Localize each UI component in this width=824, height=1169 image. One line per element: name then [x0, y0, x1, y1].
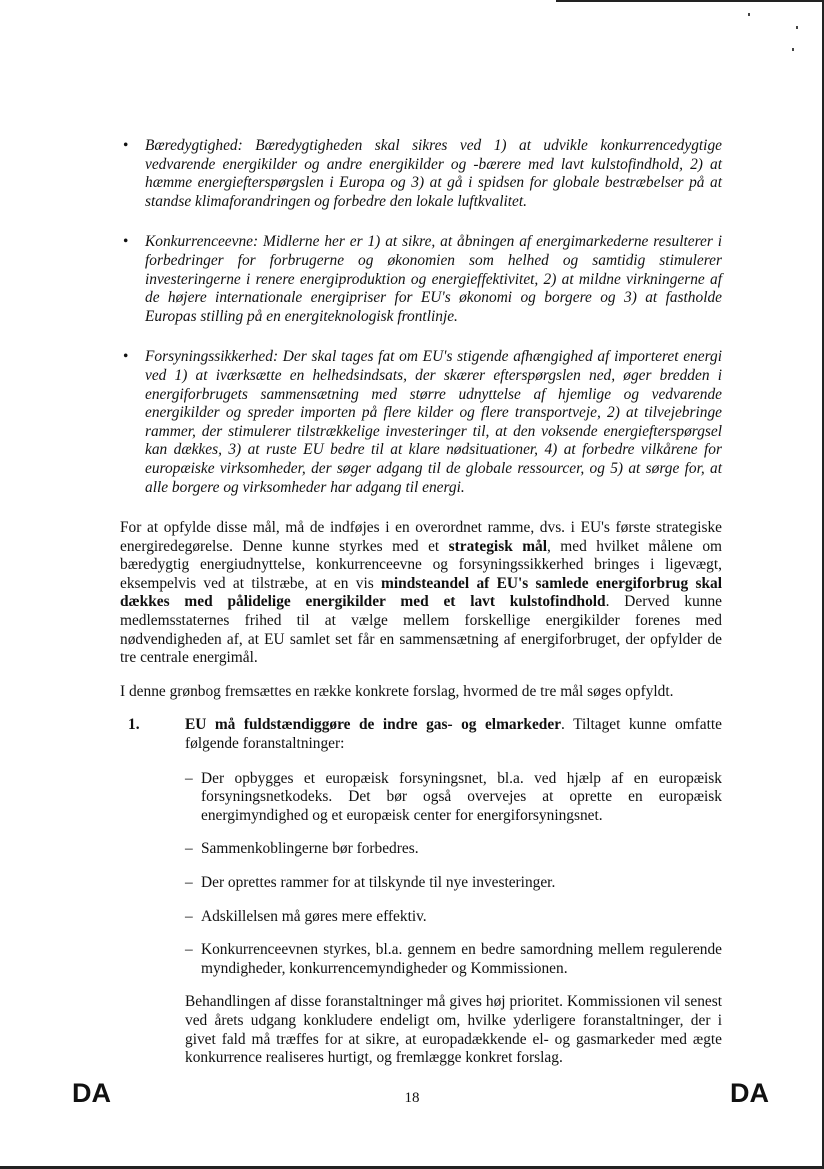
item-heading: EU må fuldstændiggøre de indre gas- og elmarkeder [185, 716, 562, 734]
emphasis-strategic-goal: strategisk mål [448, 537, 547, 555]
measure-item [185, 941, 722, 978]
objectives-list [120, 137, 722, 497]
item-lead [185, 716, 722, 753]
scan-speck [796, 26, 798, 29]
measure-text: Sammenkoblingerne bør forbedres. [201, 840, 419, 858]
bullet-mark: • [123, 348, 129, 366]
measure-item [185, 874, 722, 893]
paragraph-text: . Derved kunne medlemsstaternes frihed til at vælge mellem forskellige energikilder forenes med nødvendigheden af, at EU samlet set får en sammensætning af energiforbruget, der opfylder de tre centrale energimål. [120, 593, 722, 667]
bullet-mark: • [123, 233, 129, 251]
measure-text: Adskillelsen må gøres mere effektiv. [201, 907, 427, 925]
item-number: 1. [128, 716, 140, 734]
objective-sustainability [120, 137, 722, 211]
objective-text: Bæredygtighed: Bæredygtigheden skal sikres ved 1) at udvikle konkurrencedygtige vedvarende energikilder og andre energikilder og -bærere med lavt kulstofindhold, 2) at hæmme energiefterspørgslen i Europa og 3) at gå i spidsen for globale bestræbelser på at standse klimaforandringen og forbedre den lokale luftkvalitet. [145, 137, 722, 210]
objective-competitiveness [120, 233, 722, 326]
dash-mark: – [185, 874, 193, 891]
emphasis-minimum-share: mindsteandel af EU's samlede energiforbrug skal dækkes med pålidelige energikilder med et lavt kulstofindhold [120, 574, 722, 611]
objective-text: Konkurrenceevne: Midlerne her er 1) at sikre, at åbningen af energimarkederne resulterer i forbedringer for forbrugerne og økonomien som helhed og samtidig stimulerer investeringerne i renere energiproduktion og energieffektivitet, 2) at mildne virkningerne af de højere internationale energipriser for EU's økonomi og borgere og 3) at fastholde Europas stilling på en energiteknologisk frontlinje. [145, 233, 722, 325]
measure-item [185, 840, 722, 859]
objective-text: Forsyningssikkerhed: Der skal tages fat om EU's stigende afhængighed af importeret energi ved 1) at iværksætte en helhedsindsats, der skærer efterspørgslen ned, øger bredden i energiforbrugets sammensætning med større udnyttelse af hjemlige og vedvarende energikilder og spreder importen på flere kilder og flere transportveje, 2) at tilvejebringe rammer, der stimulerer tilstrækkelige investeringer til, at den voksende energiefterspørgsel kan dækkes, 3) at ruste EU bedre til at klare nødsituationer, 4) at forbedre vilkårene for europæiske virksomheder, der søger adgang til de globale ressourcer, og 5) at sørge for, at alle borgere og virksomheder har adgang til energi. [145, 348, 722, 496]
scan-speck [748, 13, 750, 16]
paragraph-text: For at opfylde disse mål, må de indføjes i en overordnet ramme, dvs. i EU's første strategiske energiredegørelse. Denne kunne styrkes med et [120, 519, 722, 555]
bullet-mark: • [123, 137, 129, 154]
language-code-left: DA [72, 1078, 111, 1108]
closing-paragraph: Behandlingen af disse foranstaltninger må gives høj prioritet. Kommissionen vil senest ved årets udgang konkludere endeligt om, hvilke yderligere foranstaltninger, der i givet fald må træffes for at sikre, at europadækkende el- og gasmarkeder med ægte konkurrence realiseres hurtigt, og fremlægge konkret forslag. [185, 993, 722, 1067]
language-code-right: DA [730, 1078, 769, 1108]
dash-mark: – [185, 840, 193, 858]
document-body [120, 137, 722, 1083]
measures-list [185, 770, 722, 979]
strategy-paragraph [120, 519, 722, 668]
measure-text: Der opbygges et europæisk forsyningsnet, bl.a. ved hjælp af en europæisk forsyningsnetkodeks. Det bør også overvejes at oprette en europæisk energimyndighed og et europæisk center for energiforsyningsnet. [201, 769, 722, 824]
proposal-item-1 [120, 716, 722, 1067]
paragraph-text: , med hvilket målene om bæredygtig energiudnyttelse, konkurrenceevne og forsyningssikkerhed bringes i ligevægt, eksempelvis ved at tilstræbe, at en vis [120, 537, 722, 592]
measure-text: Der oprettes rammer for at tilskynde til nye investeringer. [201, 874, 556, 891]
scan-speck [792, 48, 794, 51]
dash-mark: – [185, 907, 193, 925]
dash-mark: – [185, 769, 193, 787]
scan-border-top [556, 0, 824, 2]
measure-item [185, 908, 722, 927]
dash-mark: – [185, 941, 193, 959]
item-lead-text: . Tiltaget kunne omfatte følgende foranstaltninger: [185, 716, 722, 753]
intro-paragraph: I denne grønbog fremsættes en række konkrete forslag, hvormed de tre mål søges opfyldt. [120, 682, 674, 700]
measure-item [185, 770, 722, 826]
page-number: 18 [404, 1090, 420, 1106]
objective-security-of-supply [120, 348, 722, 497]
measure-text: Konkurrenceevnen styrkes, bl.a. gennem en bedre samordning mellem regulerende myndigheder, konkurrencemyndigheder og Kommissionen. [201, 941, 722, 977]
